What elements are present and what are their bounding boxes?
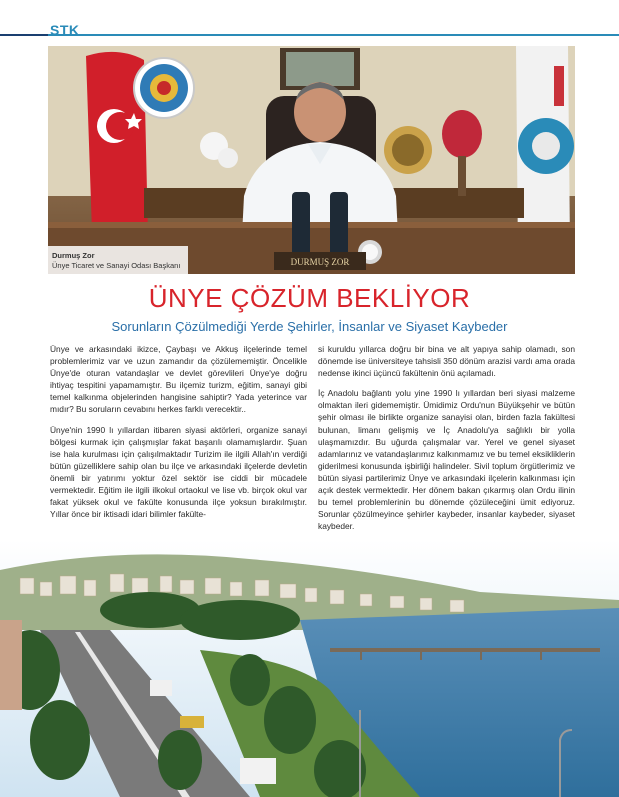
article-subheadline: Sorunların Çözülmediği Yerde Şehirler, İnsanlar ve Siyaset Kaybeder — [111, 319, 508, 334]
town-landscape-photo — [0, 540, 619, 797]
paragraph: Ünye'nin 1990 lı yıllardan itibaren siyasi aktörleri, organize sanayi bölgesi kurmak için çalışmışlar fakat başarılı olamamışlardır. Şuan ise hala kurulması için çalışılmaktadır Turizim ile ilgili Allah'ın verdiği bütün güzelliklere sahip olan bu ilçe ve arkasındaki ilçelerde devletin önemli bir yatırımı yoktur özel sektör ise ciddi bir mücadele vermektedir. Eğitim ile ilgili ilkokul ortaokul ve lise vb. birçok okul var fakat yüksek okul ve fakülte konusunda ilçe yoksun bırakılmıştır. Yıllar önce bir iktisadi idari bilimler fakülte- — [50, 424, 307, 520]
paragraph: si kuruldu yıllarca doğru bir bina ve alt yapıya sahip olamadı, son dönemde ise üniversiteye tahsisli 350 dönüm arazisi vardı ama orada nedense ikinci üçüncü fakültenin önü açılamadı. — [318, 344, 575, 379]
header-rule — [0, 34, 619, 36]
section-tag: STK — [50, 22, 80, 38]
article-headline: ÜNYE ÇÖZÜM BEKLİYOR — [148, 283, 471, 313]
photo-caption-name: Durmuş Zor — [52, 251, 95, 260]
paragraph: İç Anadolu bağlantı yolu yine 1990 lı yıllardan beri siyasi malzeme olmaktan ileri gidememiştir. Ümidimiz Ordu'nun Büyükşehir ve bütün şehir olması ile birlikte organize sanayisi olan, birden fazla fakültesi bulunan, limanı gelişmiş ve İç Anadolu'ya sağlıklı bir yolla ulaşmamızdır. Bu uğurda çalışmalar var. Yerel ve genel siyaset adamlarınız ve vatandaşlarımız kalkınmamız ve bu temel eksikliklerin giderilmesi konusunda işbirliği halindeler. Sivil toplum örgütlerimiz ve bütün siyasi partilerimiz Ünye ve arkasındaki ilçelerin kalkınması için açık destek vermektedir. Her dönem bakan çıkarmış olan Ordu ilinin bu temel problemlerinin bu dönemde çözüleceğini ümit ediyoruz. Sorunlar çözülmeyince şehirler kaybeder, insanlar kaybeder, siyaset kaybeder. — [318, 388, 575, 532]
article-column-left — [50, 343, 307, 528]
nameplate-text: DURMUŞ ZOR — [290, 257, 350, 267]
portrait-photo — [48, 46, 575, 274]
photo-caption-role: Ünye Ticaret ve Sanayi Odası Başkanı — [52, 261, 181, 270]
article-column-right — [318, 343, 575, 540]
paragraph: Ünye ve arkasındaki ikizce, Çaybaşı ve Akkuş ilçelerinde temel problemlerimiz var ve uzun zamandır da çözülememiştir. Öncelikle Ünye'de oturan vatandaşlar ve devlet görevlileri Ünye'ye doğru ihtiyaç tespitini yapamamıştır. Bu ilçemiz turizm, eğitim, sanayi gibi temel kalkınma objelerinden hangisine sahiptir? Yada yeterince var mıdır? Bu soruların cevabını herkes farklı verecektir.. — [50, 344, 307, 415]
